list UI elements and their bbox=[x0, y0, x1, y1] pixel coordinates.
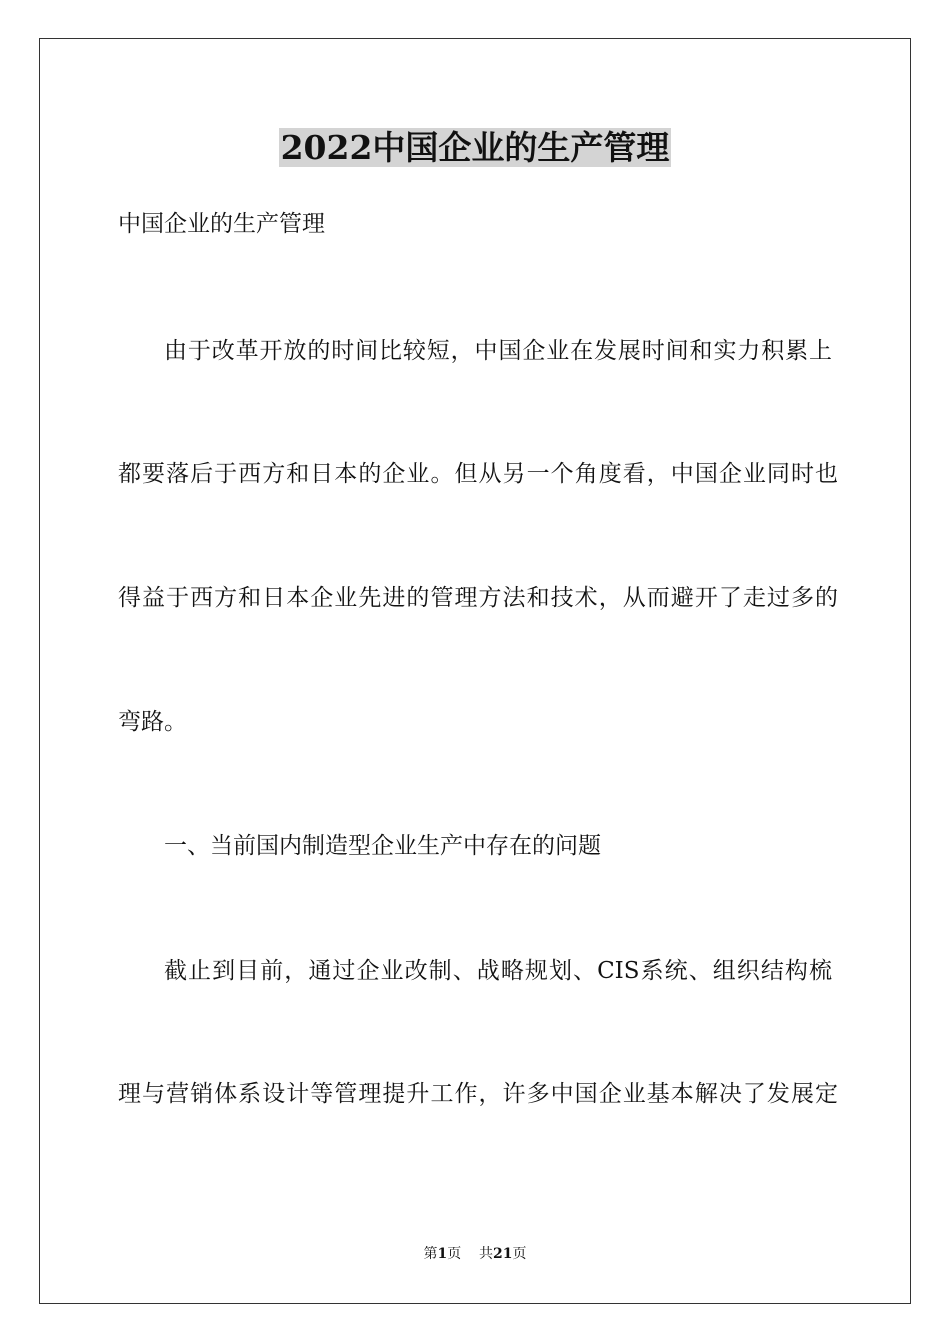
footer-page-suffix: 页 bbox=[447, 1246, 462, 1262]
paragraph-line-4: 弯路。 bbox=[118, 709, 187, 735]
paragraph-line-2: 都要落后于西方和日本的企业。但从另一个角度看，中国企业同时也 bbox=[118, 461, 838, 487]
footer-page-prefix: 第 bbox=[423, 1246, 438, 1262]
footer-total-pages: 21 bbox=[493, 1246, 513, 1262]
footer-total-suffix: 页 bbox=[512, 1246, 527, 1262]
section-heading: 一、当前国内制造型企业生产中存在的问题 bbox=[164, 833, 601, 859]
footer-page-number: 1 bbox=[437, 1246, 448, 1262]
footer-total-prefix: 共 bbox=[479, 1246, 494, 1262]
paragraph-line-3: 得益于西方和日本企业先进的管理方法和技术，从而避开了走过多的 bbox=[118, 585, 838, 611]
paragraph-line-1: 由于改革开放的时间比较短，中国企业在发展时间和实力积累上 bbox=[164, 338, 832, 364]
paragraph-line-6: 理与营销体系设计等管理提升工作，许多中国企业基本解决了发展定 bbox=[118, 1081, 838, 1107]
document-title bbox=[0, 126, 950, 170]
paragraph-line-5: 截止到目前，通过企业改制、战略规划、CIS系统、组织结构梳 bbox=[164, 958, 832, 984]
page-footer bbox=[0, 1244, 950, 1264]
document-subtitle: 中国企业的生产管理 bbox=[118, 211, 325, 237]
document-title-text: 2022中国企业的生产管理 bbox=[280, 128, 670, 167]
